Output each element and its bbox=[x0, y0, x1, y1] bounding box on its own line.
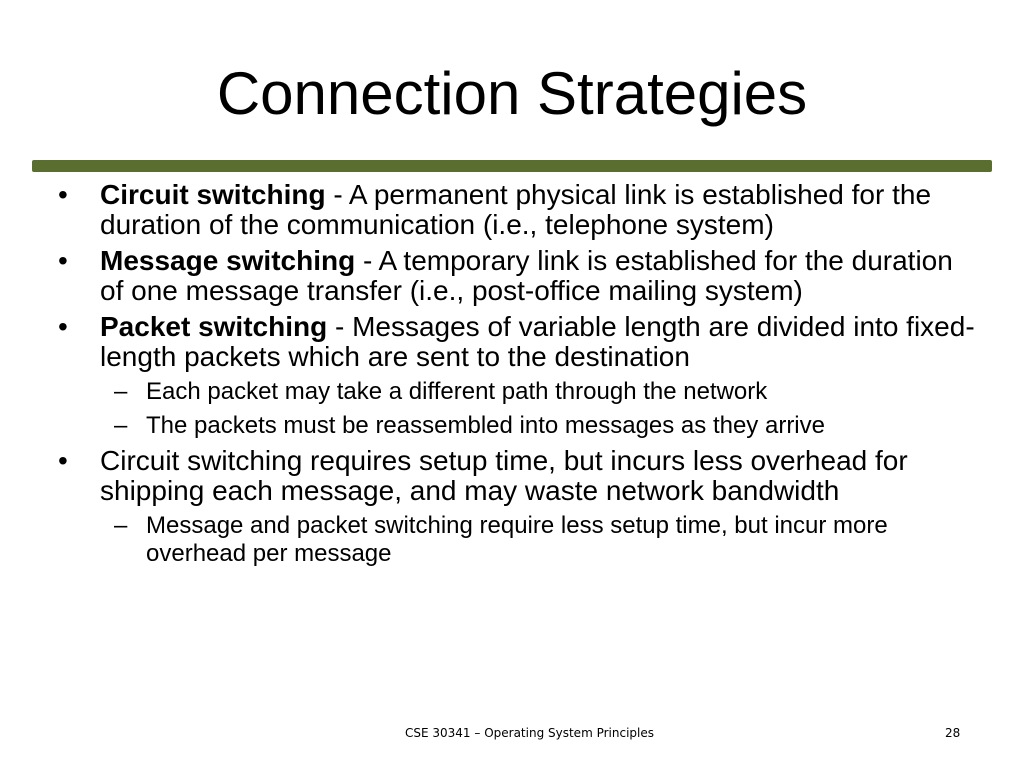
bullet-marker: • bbox=[58, 245, 68, 276]
sub-bullet-text: Each packet may take a different path through the network bbox=[146, 378, 768, 405]
bullet-term: Message switching bbox=[100, 245, 356, 276]
slide-title: Connection Strategies bbox=[216, 60, 808, 127]
bullet-text: - Messages of variable length are divided into fixed-length packets which are sent to the destination bbox=[100, 311, 975, 372]
slide-content bbox=[58, 180, 978, 574]
slide-footer bbox=[0, 722, 1024, 746]
bullet-packet-switching bbox=[58, 312, 978, 372]
bullet-circuit-switching bbox=[58, 180, 978, 240]
bullet-marker: • bbox=[58, 311, 68, 342]
bullet-circuit-overhead bbox=[58, 446, 978, 506]
bullet-text: - A temporary link is established for the duration of one message transfer (i.e., post-office mailing system) bbox=[100, 245, 953, 306]
sub-bullet-less-setup bbox=[58, 512, 978, 568]
footer-course: CSE 30341 – Operating System Principles bbox=[405, 726, 654, 740]
page-number: 28 bbox=[945, 726, 961, 740]
title-divider bbox=[32, 160, 992, 172]
sub-bullet-text: Message and packet switching require less setup time, but incur more overhead per message bbox=[146, 512, 888, 567]
sub-bullet-marker: – bbox=[114, 412, 128, 439]
sub-bullet-reassembled bbox=[58, 412, 978, 440]
bullet-text: Circuit switching requires setup time, but incurs less overhead for shipping each message, and may waste network bandwidth bbox=[100, 445, 908, 506]
bullet-marker: • bbox=[58, 445, 68, 476]
bullet-term: Packet switching bbox=[100, 311, 328, 342]
bullet-marker: • bbox=[58, 179, 68, 210]
sub-bullet-marker: – bbox=[114, 378, 128, 405]
bullet-text: - A permanent physical link is established for the duration of the communication (i.e., telephone system) bbox=[100, 179, 932, 240]
sub-bullet-text: The packets must be reassembled into messages as they arrive bbox=[146, 412, 825, 439]
sub-bullet-marker: – bbox=[114, 512, 128, 539]
sub-bullet-different-path bbox=[58, 378, 978, 406]
bullet-term: Circuit switching bbox=[100, 179, 326, 210]
bullet-message-switching bbox=[58, 246, 978, 306]
